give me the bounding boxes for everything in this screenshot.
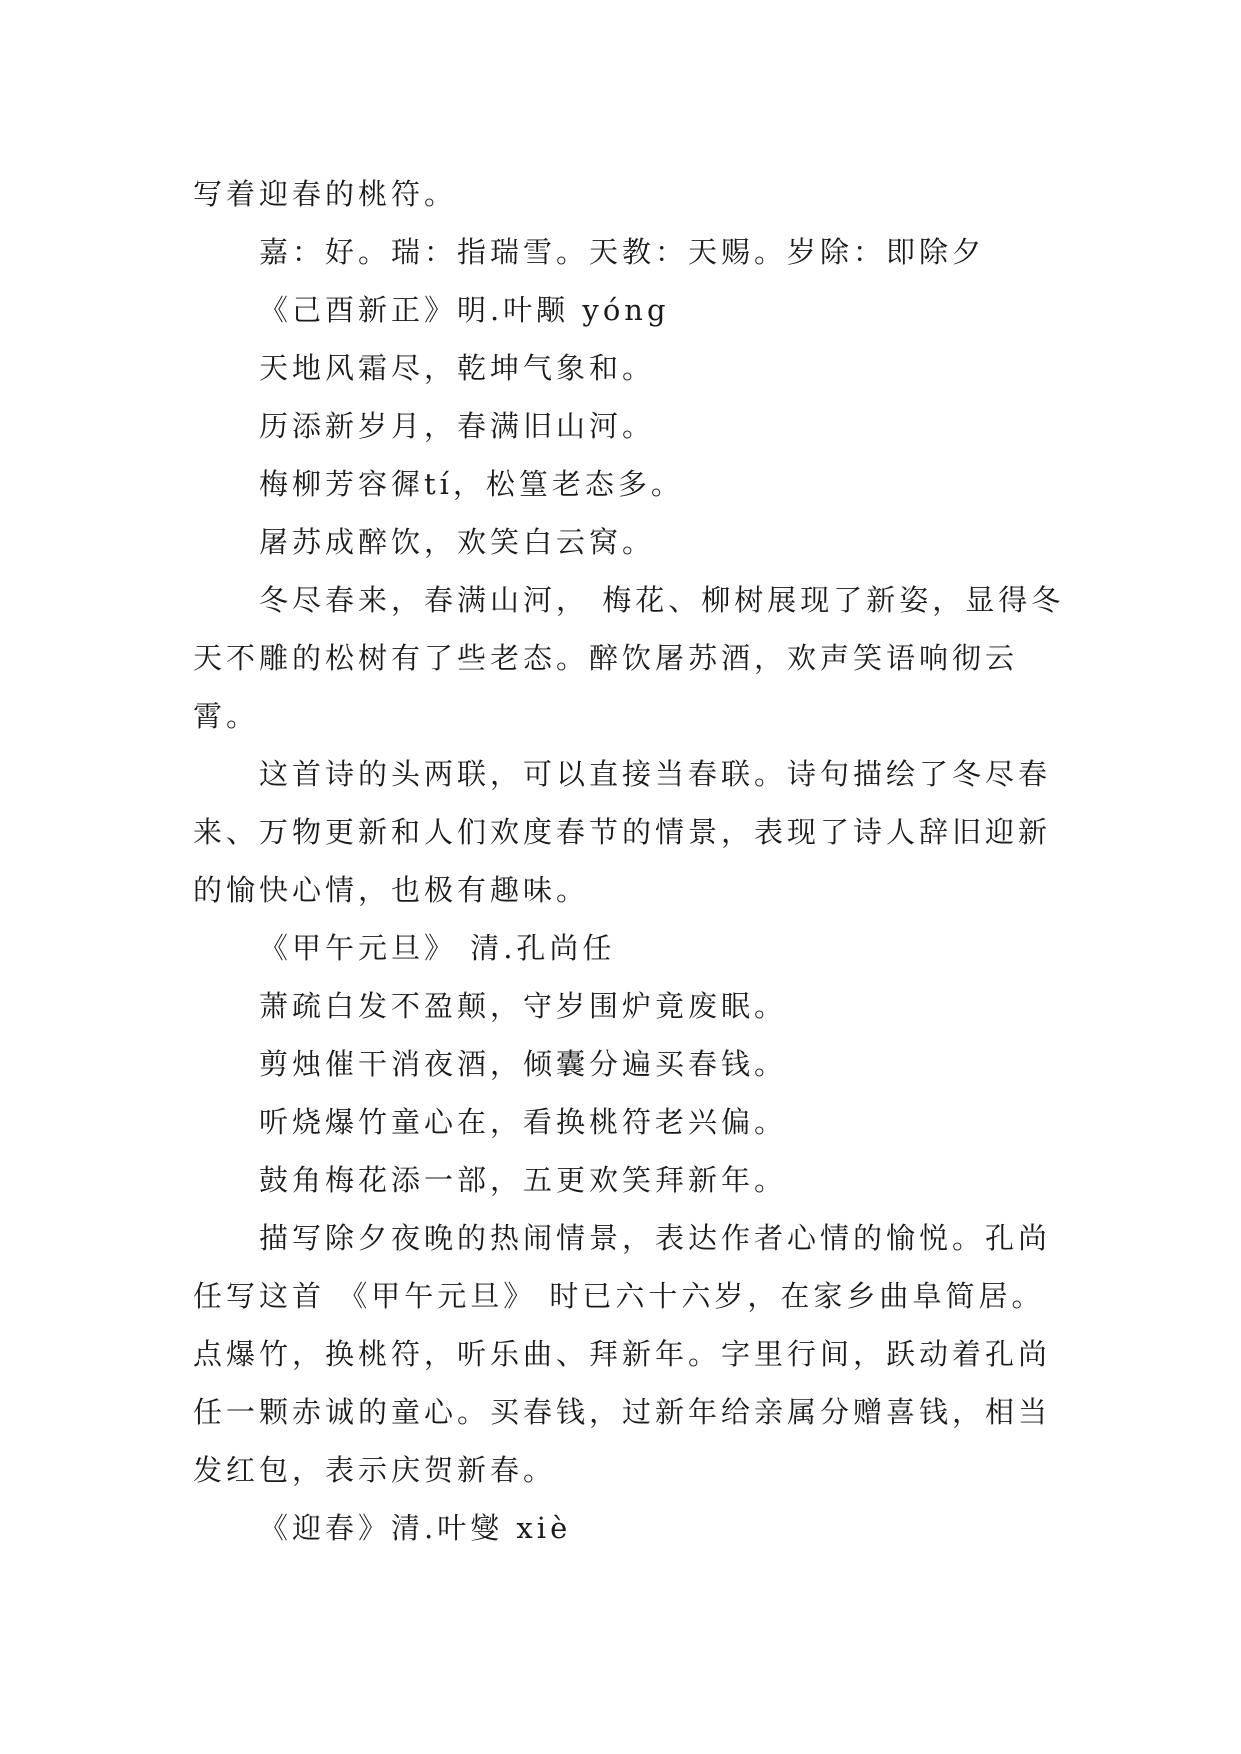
poem-line: 历添新岁月，春满旧山河。 xyxy=(259,409,656,443)
annotation-line: 嘉：好。瑞：指瑞雪。天教：天赐。岁除：即除夕 xyxy=(259,235,986,269)
paragraph: 写着迎春的桃符。 xyxy=(193,177,458,211)
poem-line: 听烧爆竹童心在，看换桃符老兴偏。 xyxy=(259,1105,788,1139)
poem-line: 天地风霜尽，乾坤气象和。 xyxy=(259,351,656,385)
poem-line: 剪烛催干消夜酒，倾囊分遍买春钱。 xyxy=(259,1047,788,1081)
poem-line: 鼓角梅花添一部，五更欢笑拜新年。 xyxy=(259,1163,788,1197)
commentary-paragraph: 描写除夕夜晚的热闹情景，表达作者心情的愉悦。孔尚任写这首 《甲午元旦》 时已六十六岁，在家乡曲阜简居。点爆竹，换桃符，听乐曲、拜新年。字里行间，跃动着孔尚任一颗赤诚的童心。买春钱，过新年给亲属分赠喜钱，相当发红包，表示庆贺新春。 xyxy=(193,1221,1052,1487)
commentary-paragraph: 冬尽春来，春满山河， 梅花、柳树展现了新姿，显得冬天不雕的松树有了些老态。醉饮屠苏酒，欢声笑语响彻云霄。 xyxy=(193,583,1065,733)
document-body xyxy=(193,165,1073,1557)
poem-title: 《己酉新正》明.叶颙 yóng xyxy=(259,293,670,327)
poem-title: 《甲午元旦》 清.孔尚任 xyxy=(259,931,616,965)
poem-title: 《迎春》清.叶燮 xiè xyxy=(259,1511,572,1545)
commentary-paragraph: 这首诗的头两联，可以直接当春联。诗句描绘了冬尽春来、万物更新和人们欢度春节的情景，表现了诗人辞旧迎新的愉快心情，也极有趣味。 xyxy=(193,757,1052,907)
poem-line: 梅柳芳容徲tí，松篁老态多。 xyxy=(259,467,684,501)
poem-line: 萧疏白发不盈颠，守岁围炉竟废眠。 xyxy=(259,989,788,1023)
poem-line: 屠苏成醉饮，欢笑白云窝。 xyxy=(259,525,656,559)
